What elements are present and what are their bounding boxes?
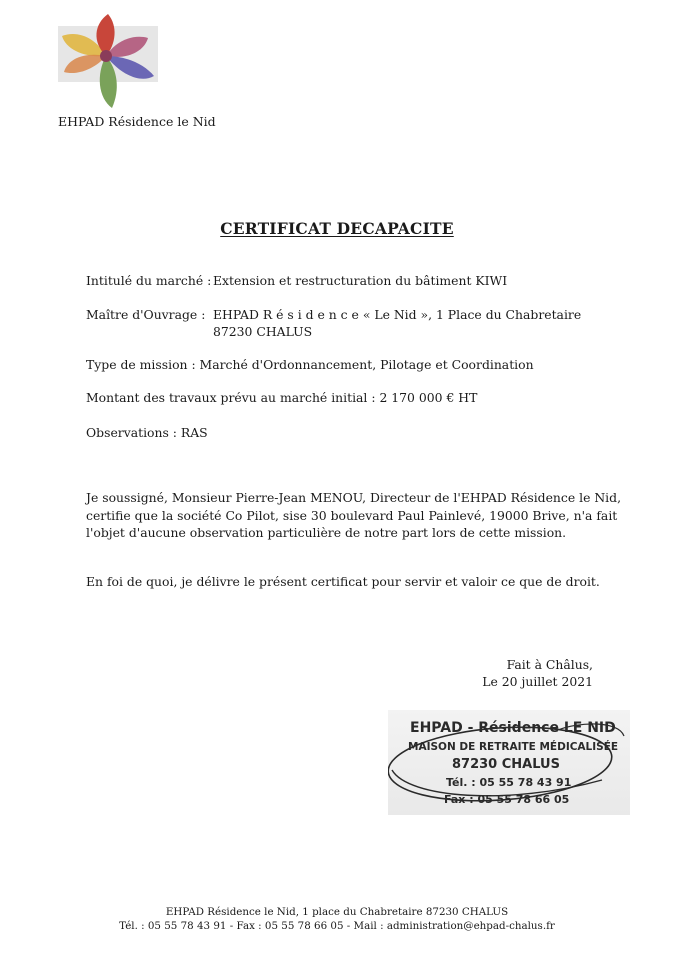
footer-contact: Tél. : 05 55 78 43 91 - Fax : 05 55 78 66 05 - Mail : administration@ehpad-chalus.fr: [119, 920, 555, 932]
official-stamp: [388, 710, 630, 815]
stamp-line-4: Tél. : 05 55 78 43 91: [446, 776, 572, 789]
footer: [0, 905, 674, 933]
stamp-line-3: 87230 CHALUS: [452, 757, 560, 772]
attestation-line-1: Je soussigné, Monsieur Pierre-Jean MENOU, Directeur de l'EHPAD Résidence le Nid,: [86, 490, 622, 505]
footer-address: EHPAD Résidence le Nid, 1 place du Chabretaire 87230 CHALUS: [165, 906, 509, 918]
maitre-ouvrage-label: Maître d'Ouvrage :: [86, 307, 206, 322]
maitre-ouvrage-value-line2: 87230 CHALUS: [213, 324, 313, 339]
organization-name: EHPAD Résidence le Nid: [58, 114, 216, 129]
intitule-value: Extension et restructuration du bâtiment KIWI: [213, 273, 508, 288]
signature-date: Le 20 juillet 2021: [482, 674, 593, 689]
maitre-ouvrage-value-line1: EHPAD R é s i d e n c e « Le Nid », 1 Place du Chabretaire: [213, 307, 582, 322]
intitule-label: Intitulé du marché :: [86, 273, 212, 288]
stamp-line-5: Fax : 05 55 78 66 05: [444, 793, 570, 806]
signature-place: Fait à Châlus,: [506, 657, 593, 672]
attestation-line-3: l'objet d'aucune observation particulière de notre part lors de cette mission.: [86, 525, 567, 540]
flower-petals-logo-icon: [56, 12, 164, 112]
stamp-line-1: EHPAD - Résidence LE NID: [410, 720, 616, 736]
montant-travaux: Montant des travaux prévu au marché initial : 2 170 000 € HT: [86, 390, 478, 405]
mission-type: Type de mission : Marché d'Ordonnancement, Pilotage et Coordination: [86, 357, 534, 372]
observations: Observations : RAS: [86, 425, 208, 440]
document-title: CERTIFICAT DECAPACITE: [220, 219, 454, 238]
attestation-line-2: certifie que la société Co Pilot, sise 30 boulevard Paul Painlevé, 19000 Brive, n'a fait: [86, 508, 618, 523]
stamp-line-2: MAISON DE RETRAITE MÉDICALISÉE: [408, 741, 619, 753]
closing-sentence: En foi de quoi, je délivre le présent certificat pour servir et valoir ce que de droit.: [86, 574, 600, 589]
